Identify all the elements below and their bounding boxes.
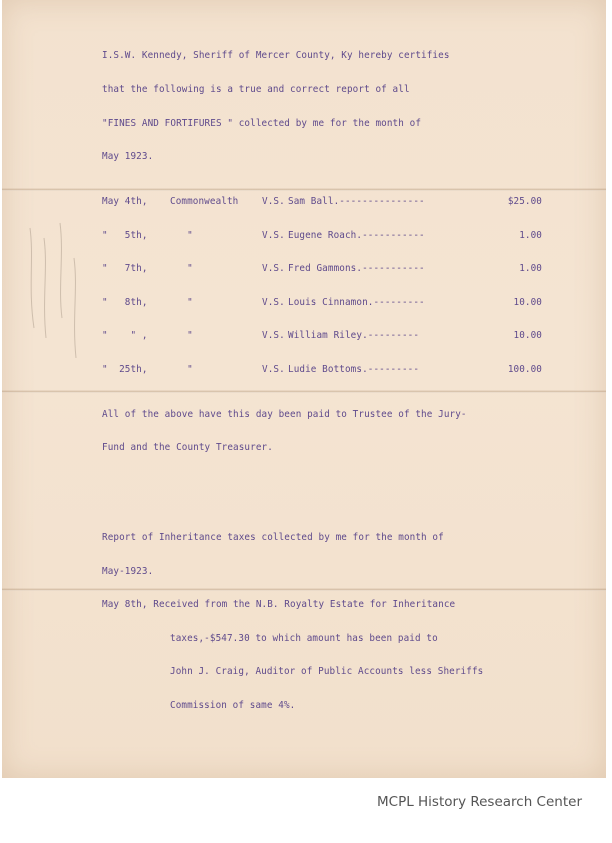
fine-date: " 7th, bbox=[102, 263, 148, 275]
fine-defendant: Fred Gammons. bbox=[288, 263, 363, 275]
fine-party: Commonwealth bbox=[170, 195, 239, 207]
inheritance-entry-continuation: John J. Craig, Auditor of Public Accounts less Sheriffs bbox=[170, 666, 484, 678]
fine-amount: 10.00 bbox=[513, 296, 542, 308]
fine-leader: --------- bbox=[367, 363, 420, 375]
fine-defendant: Louis Cinnamon. bbox=[288, 296, 374, 308]
fine-leader: --------------- bbox=[339, 195, 425, 207]
header-line: that the following is a true and correct report of all bbox=[102, 84, 410, 95]
header-line: May 1923. bbox=[102, 151, 154, 163]
fine-entry bbox=[102, 364, 572, 375]
paid-statement-line: All of the above have this day been paid to Trustee of the Jury- bbox=[102, 408, 467, 420]
fine-amount: 10.00 bbox=[513, 330, 542, 342]
fine-amount: 1.00 bbox=[519, 263, 542, 275]
inheritance-entry-line: May 8th, Received from the N.B. Royalty Estate for Inheritance bbox=[102, 599, 456, 611]
fine-party: " bbox=[170, 263, 193, 275]
fine-date: " " , bbox=[102, 330, 148, 342]
fine-defendant: William Riley. bbox=[288, 330, 368, 342]
fine-vs: V.S. bbox=[262, 296, 285, 308]
fine-leader: --------- bbox=[373, 296, 425, 308]
footer bbox=[0, 778, 612, 843]
fine-amount: $25.00 bbox=[507, 195, 542, 207]
fine-defendant: Sam Ball. bbox=[288, 195, 340, 207]
fine-vs: V.S. bbox=[262, 263, 285, 275]
typed-report bbox=[102, 28, 572, 734]
archive-credit: MCPL History Research Center bbox=[377, 794, 582, 810]
fine-vs: V.S. bbox=[262, 229, 285, 241]
fine-amount: 1.00 bbox=[519, 229, 542, 241]
fine-party: " bbox=[170, 296, 193, 308]
fine-date: " 8th, bbox=[102, 296, 148, 308]
inheritance-heading-line: May-1923. bbox=[102, 565, 154, 577]
fine-defendant: Eugene Roach. bbox=[288, 229, 363, 241]
fine-leader: ----------- bbox=[362, 229, 425, 241]
document-page bbox=[2, 0, 606, 778]
inheritance-heading-line: Report of Inheritance taxes collected by me for the month of bbox=[102, 531, 444, 543]
fine-date: " 25th, bbox=[102, 363, 148, 375]
fine-leader: ----------- bbox=[362, 263, 425, 275]
fine-date: " 5th, bbox=[102, 229, 148, 241]
fine-party: " bbox=[170, 229, 193, 241]
fine-party: " bbox=[170, 363, 193, 375]
inheritance-entry-continuation: taxes,-$547.30 to which amount has been paid to bbox=[170, 632, 438, 644]
fine-party: " bbox=[170, 330, 193, 342]
fine-vs: V.S. bbox=[262, 195, 285, 207]
fine-vs: V.S. bbox=[262, 330, 285, 342]
fine-leader: --------- bbox=[367, 330, 420, 342]
fine-entry bbox=[102, 230, 572, 241]
fine-entry bbox=[102, 330, 572, 341]
fine-amount: 100.00 bbox=[507, 363, 542, 375]
fine-defendant: Ludie Bottoms. bbox=[288, 363, 368, 375]
fine-vs: V.S. bbox=[262, 363, 285, 375]
paid-statement-line: Fund and the County Treasurer. bbox=[102, 442, 273, 454]
faint-pencil-marks bbox=[20, 218, 90, 368]
fine-entry bbox=[102, 196, 572, 207]
header-line: "FINES AND FORTIFURES " collected by me for the month of bbox=[102, 117, 422, 129]
inheritance-entry-continuation: Commission of same 4%. bbox=[170, 699, 296, 711]
fine-entry bbox=[102, 263, 572, 274]
fine-entry bbox=[102, 297, 572, 308]
fine-date: May 4th, bbox=[102, 195, 148, 207]
header-line: I.S.W. Kennedy, Sheriff of Mercer County, Ky hereby certifies bbox=[102, 50, 450, 62]
